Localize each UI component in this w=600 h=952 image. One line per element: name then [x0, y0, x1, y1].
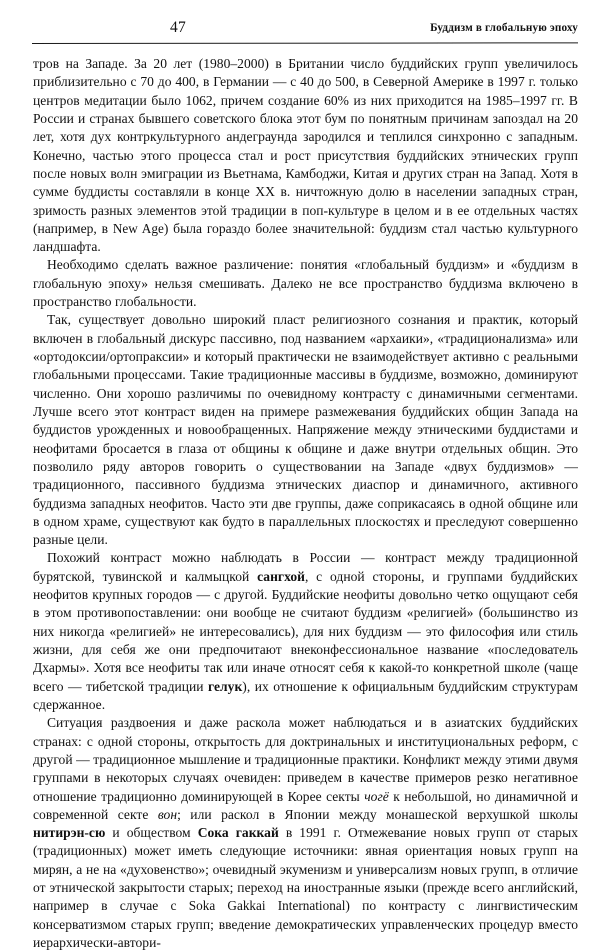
paragraph-5 — [33, 714, 578, 952]
paragraph-4-part-a: Похожий контраст можно наблюдать в России — контраст между традиционной бурятской, тувинской и калмыцкой — [33, 550, 578, 584]
paragraph-4-part-c: , с одной стороны, и группами буддийских неофитов крупных городов — с другой. Буддийские неофиты довольно четко ощущают себя в этом противопоставлении: они вообще не считают буддизм «религией» (большинство из них никогда «религией» не интересовались), для них буддизм — это философия или стиль жизни, для себя же они предпочитают внеконфессиональное название «последователь Дхармы». Хотя все неофиты так или иначе относят себя к какой-то конкретной школе (чаще всего — тибетской традиции — [33, 568, 578, 694]
paragraph-5-part-g: и обществом — [105, 825, 198, 841]
term-sangha: сангхой — [257, 568, 305, 584]
paragraph-2: Необходимо сделать важное различение: понятия «глобальный буддизм» и «буддизм в глобальную эпоху» нельзя смешивать. Далеко не все пространство буддизма включено в пространство глобальности. — [33, 257, 578, 310]
term-soka-gakkai-international: Soka Gakkai International — [188, 898, 346, 914]
running-head — [33, 18, 578, 38]
paragraph-4-part-e: ), их отношение к официальным буддийским структурам сдержанное. — [33, 678, 578, 712]
paragraph-3: Так, существует довольно широкий пласт религиозного сознания и практик, который включен в глобальный дискурс пассивно, под названием «архаики», «традиционализма» или «ортодоксии/ортопраксии» и который практически не взаимодействует активно с реальными глобальными процессами. Такие традиционные массивы в буддизме, возможно, доминируют численно. Они хорошо различимы по очевидному контрасту с динамичными сегментами. Лучше всего этот контраст виден на примере размежевания буддийских общин Запада на буддистов урожденных и новообращенных. Напряжение между этническими буддистами и неофитами бросается в глаза от общины к общине и даже внутри отдельных общин. Это позволило ряду авторов говорить о существовании на Западе «двух буддизмов» — традиционного, пассивного буддизма этнических диаспор и динамичного, активного буддизма западных неофитов. Часто эти две группы, даже соприкасаясь в одной общине или в одном храме, существуют как будто в параллельных плоскостях и преследуют совершенно разные цели. — [33, 312, 578, 548]
body-text-column — [33, 55, 578, 952]
running-head-title: Буддизм в глобальную эпоху — [430, 22, 578, 34]
paragraph-5-part-c: к небольшой, но динамичной и современной секте — [33, 788, 578, 822]
paragraph-1 — [33, 55, 578, 256]
paragraph-1-part-c: ) была гораздо более значительной: буддизм стал частью культурного ландшафта. — [33, 220, 578, 255]
header-rule — [32, 42, 578, 44]
term-gelug: гелук — [208, 678, 243, 694]
paragraph-5-part-a: Ситуация раздвоения и даже раскола может наблюдаться и в азиатских буддийских странах: с одной стороны, открытость для доктринальных и институциональных реформ, с другой — традиционное мышление и традиционные практики. Конфликт между этими двумя группами в некоторых случаях очевиден: приведем в качестве примеров резко негативное отношение традиционно доминирующей в Корее секты — [33, 715, 578, 804]
term-won: вон — [157, 806, 178, 822]
paragraph-1-part-a: тров на Западе. За 20 лет (1980–2000) в Британии число буддийских групп увеличилось приблизительно с 70 до 400, в Германии — с 40 до 500, в Северной Америке в 1997 г. только центров медитации было 1062, причем создание 60% из них приходится на 1985–1997 гг. В России и странах бывшего советского блока этот бум по понятным причинам запоздал на 20 лет, хотя дух контркультурного андеграунда зародился и теплился синхронно с западным. Конечно, частью этого процесса стал и рост присутствия буддийских этнических групп после новых волн эмиграции из Вьетнама, Камбоджи, Китая и других стран на Запад. Хотя в сумме буддисты составляли в конце XX в. ничтожную долю в населении западных стран, зримость разных элементов этой традиции в поп-культуре в целом и в ее отдельных частях (например, в — [33, 56, 578, 236]
term-new-age: New Age — [112, 220, 164, 236]
paragraph-5-part-i: в 1991 г. Отмежевание новых групп от старых (традиционных) может иметь следующие источники: явная ориентация новых групп на мирян, а не на «духовенство»; очевидный экуменизм и универсализм новых групп, в отличие от этнической закрытости старых; переход на иностранные языки (прежде всего английский, например в случае с — [33, 825, 578, 914]
paragraph-5-part-e: ; или раскол в Японии между монашеской верхушкой школы — [177, 806, 578, 822]
term-soka-gakkai: Сока гаккай — [197, 825, 279, 841]
paragraph-5-part-k: ) по контрасту с лингвистическим консерватизмом старых групп; введение демократических управленческих процедур вместо иерархически-автори- — [33, 898, 578, 950]
paragraph-4 — [33, 549, 578, 714]
term-nichiren-shu: нитирэн-сю — [33, 825, 106, 841]
page-number: 47 — [170, 19, 186, 36]
term-chogye: чогё — [364, 788, 389, 804]
